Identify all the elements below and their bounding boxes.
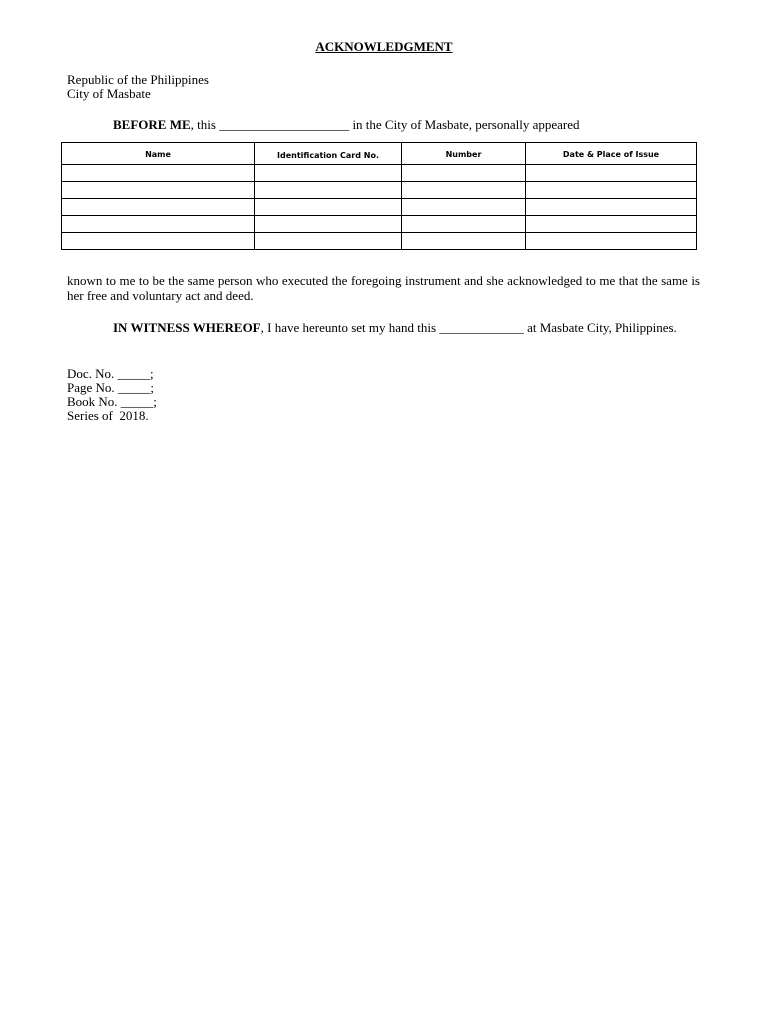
table-cell[interactable] bbox=[526, 182, 697, 199]
table-row bbox=[62, 165, 697, 182]
table-cell[interactable] bbox=[402, 182, 526, 199]
table-cell[interactable] bbox=[62, 165, 255, 182]
table-cell[interactable] bbox=[526, 216, 697, 233]
witness-lead: IN WITNESS WHEREOF bbox=[113, 320, 261, 335]
header-date-place-of-issue: Date & Place of Issue bbox=[526, 143, 697, 165]
table-cell[interactable] bbox=[402, 233, 526, 250]
table-cell[interactable] bbox=[62, 233, 255, 250]
doc-no-line: Doc. No. _____; bbox=[67, 366, 154, 381]
table-cell[interactable] bbox=[526, 233, 697, 250]
table-cell[interactable] bbox=[402, 199, 526, 216]
table-cell[interactable] bbox=[255, 199, 402, 216]
address-block bbox=[67, 73, 209, 101]
table-cell[interactable] bbox=[526, 199, 697, 216]
book-no-line: Book No. _____; bbox=[67, 394, 157, 409]
header-number: Number bbox=[402, 143, 526, 165]
table-row bbox=[62, 199, 697, 216]
series-line: Series of 2018. bbox=[67, 408, 149, 423]
witness-paragraph bbox=[67, 320, 700, 335]
before-me-text: , this ____________________ in the City of Masbate, personally appeared bbox=[190, 117, 580, 132]
before-me-lead: BEFORE ME bbox=[113, 117, 191, 132]
table-header-row bbox=[62, 143, 697, 165]
table-cell[interactable] bbox=[255, 216, 402, 233]
page-no-line: Page No. _____; bbox=[67, 380, 155, 395]
table-cell[interactable] bbox=[62, 182, 255, 199]
table-cell[interactable] bbox=[402, 165, 526, 182]
before-me-line bbox=[113, 117, 580, 132]
table-cell[interactable] bbox=[526, 165, 697, 182]
witness-text: , I have hereunto set my hand this _____________ at Masbate City, Philippines. bbox=[260, 320, 677, 335]
address-line-city: City of Masbate bbox=[67, 86, 151, 101]
address-line-country: Republic of the Philippines bbox=[67, 72, 209, 87]
table-row bbox=[62, 233, 697, 250]
table-cell[interactable] bbox=[255, 165, 402, 182]
known-paragraph: known to me to be the same person who executed the foregoing instrument and she acknowledged to me that the same is her free and voluntary act and deed. bbox=[67, 273, 700, 303]
document-title: ACKNOWLEDGMENT bbox=[315, 39, 453, 54]
table-cell[interactable] bbox=[62, 199, 255, 216]
header-identification-card-no: Identification Card No. bbox=[255, 143, 402, 165]
header-name: Name bbox=[62, 143, 255, 165]
table-cell[interactable] bbox=[255, 182, 402, 199]
notarial-register-block bbox=[67, 367, 157, 423]
table-row bbox=[62, 182, 697, 199]
table-row bbox=[62, 216, 697, 233]
identification-table bbox=[61, 142, 697, 250]
table-cell[interactable] bbox=[402, 216, 526, 233]
table-cell[interactable] bbox=[255, 233, 402, 250]
table-cell[interactable] bbox=[62, 216, 255, 233]
